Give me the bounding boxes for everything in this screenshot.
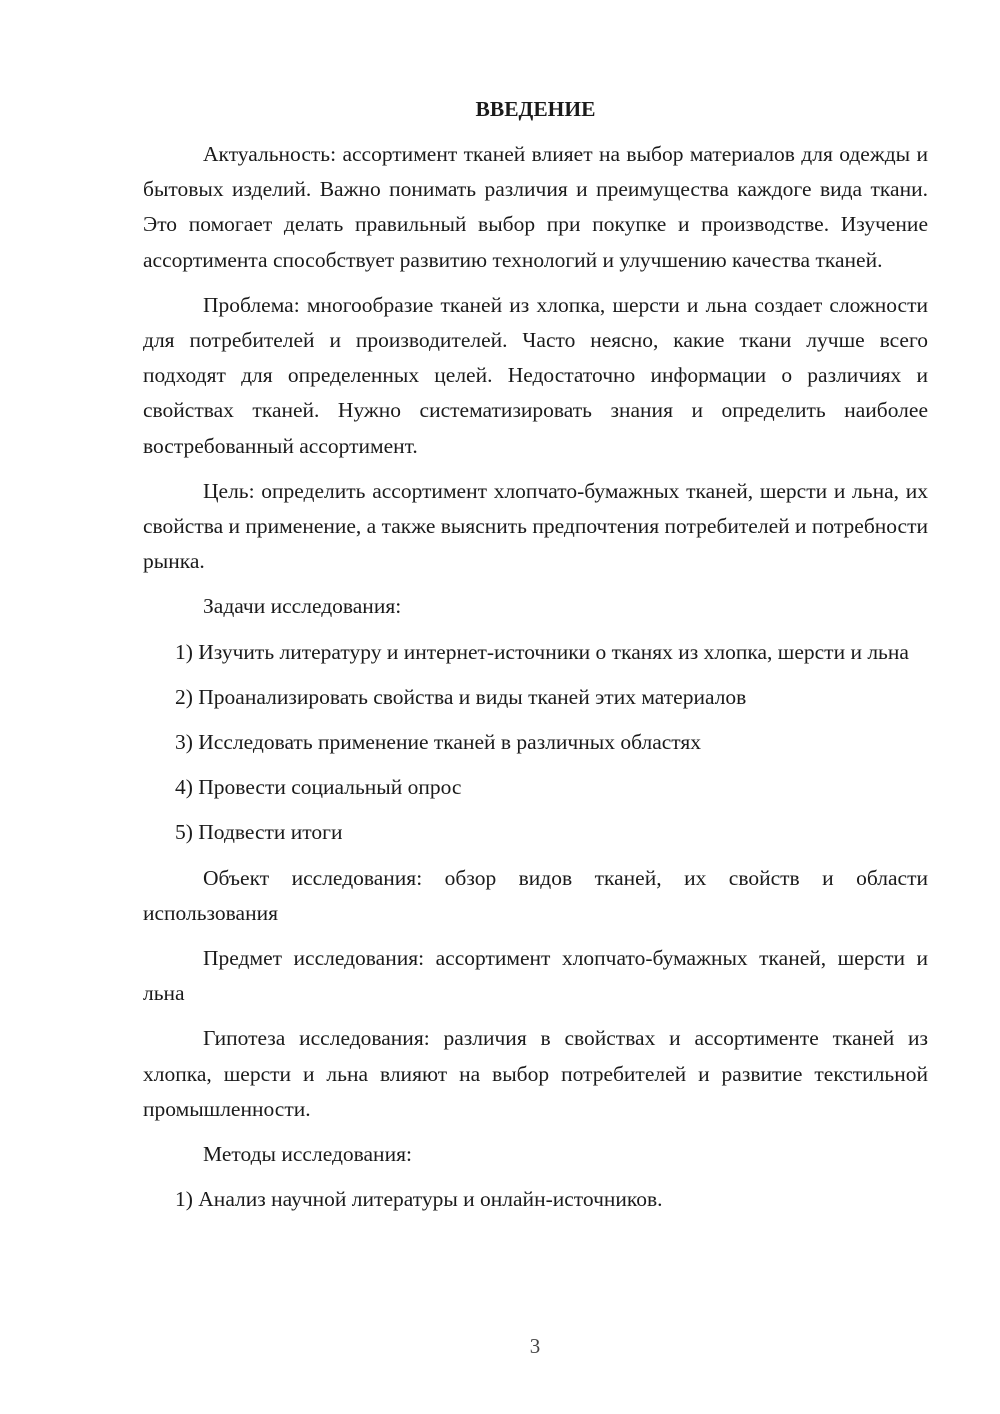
goal-paragraph: Цель: определить ассортимент хлопчато-бумажных тканей, шерсти и льна, их свойства и применение, а также выяснить предпочтения потребителей и потребности рынка.	[143, 478, 928, 574]
hypothesis-paragraph: Гипотеза исследования: различия в свойствах и ассортименте тканей из хлопка, шерсти и льна влияют на выбор потребителей и развитие текстильной промышленности.	[143, 1026, 928, 1121]
task-item: 5) Подвести итоги	[175, 820, 343, 845]
task-item: 3) Исследовать применение тканей в различных областях	[175, 730, 702, 755]
actuality-paragraph: Актуальность: ассортимент тканей влияет на выбор материалов для одежды и бытовых изделий. Важно понимать различия и преимущества каждоге вида ткани. Это помогает делать правильный выбор при покупке и производстве. Изучение ассортимента способствует развитию технологий и улучшению качества тканей.	[143, 142, 928, 272]
page-number: 3	[529, 1334, 541, 1358]
object-paragraph: Объект исследования: обзор видов тканей, их свойств и области использования	[143, 865, 928, 925]
problem-paragraph: Проблема: многообразие тканей из хлопка, шерсти и льна создает сложности для потребителей и производителей. Часто неясно, какие ткани лучше всего подходят для определенных целей. Недостаточно информации о различиях и свойствах тканей. Нужно систематизировать знания и определить наиболее востребованный ассортимент.	[143, 292, 928, 458]
method-item: 1) Анализ научной литературы и онлайн-источников.	[175, 1187, 663, 1212]
task-item: 4) Провести социальный опрос	[175, 775, 462, 800]
task-item: 1) Изучить литературу и интернет-источники о тканях из хлопка, шерсти и льна	[175, 639, 909, 664]
methods-title: Методы исследования:	[203, 1142, 412, 1167]
page-title: ВВЕДЕНИЕ	[475, 97, 596, 121]
document-page	[143, 92, 928, 1227]
tasks-title: Задачи исследования:	[203, 594, 402, 619]
task-item: 2) Проанализировать свойства и виды тканей этих материалов	[175, 684, 747, 709]
subject-paragraph: Предмет исследования: ассортимент хлопчато-бумажных тканей, шерсти и льна	[143, 946, 928, 1006]
